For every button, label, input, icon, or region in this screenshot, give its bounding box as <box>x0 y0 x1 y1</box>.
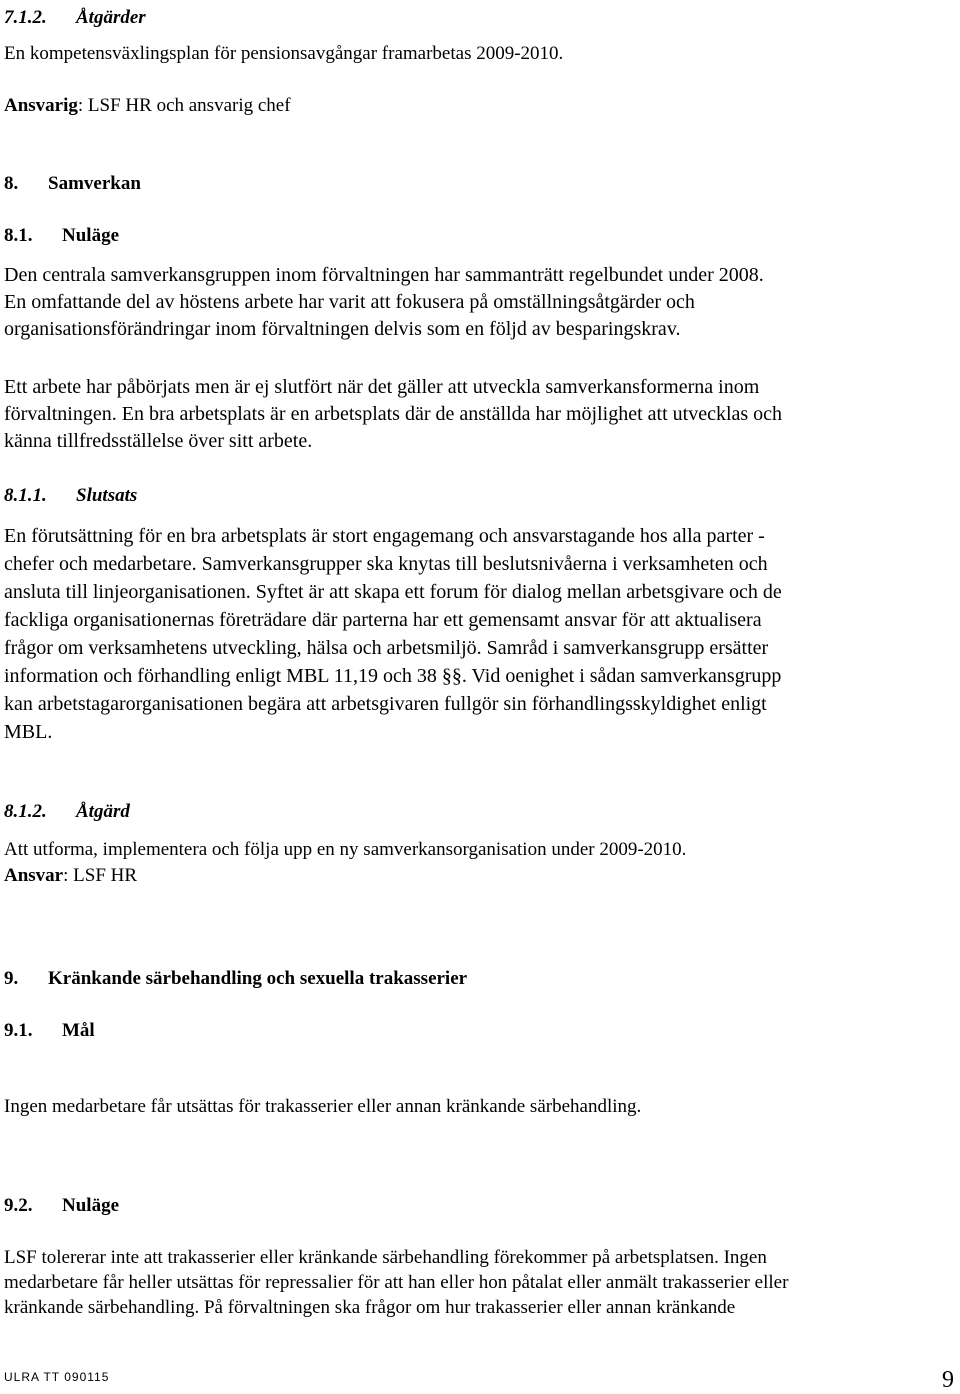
text-line: förvaltningen. En bra arbetsplats är en arbetsplats där de anställda har möjlighet att utvecklas och <box>4 403 783 425</box>
responsible-line-8-1-2 <box>4 864 137 888</box>
text-line: chefer och medarbetare. Samverkansgrupper ska knytas till beslutsnivåerna i verksamheten och <box>4 553 768 575</box>
heading-number: 8.1. <box>4 225 33 246</box>
heading-9-2 <box>4 1194 119 1218</box>
responsible-label: Ansvar <box>4 865 64 886</box>
heading-title: Kränkande särbehandling och sexuella trakasserier <box>48 968 468 989</box>
heading-title: Åtgärder <box>76 7 146 28</box>
responsible-value: : LSF HR och ansvarig chef <box>77 95 291 116</box>
heading-8-1-2 <box>4 800 130 824</box>
heading-number: 7.1.2. <box>4 7 47 28</box>
text-line: känna tillfredsställelse över sitt arbete. <box>4 430 313 452</box>
paragraph-7-1-2: En kompetensväxlingsplan för pensionsavgångar framarbetas 2009-2010. <box>4 43 564 64</box>
footer-document-id: ULRA TT 090115 <box>4 1370 110 1384</box>
heading-number: 8.1.2. <box>4 801 47 822</box>
text-line: ansluta till linjeorganisationen. Syftet är att skapa ett forum för dialog mellan arbetsgivare och de <box>4 581 782 603</box>
responsible-line-7-1-2 <box>4 94 291 118</box>
paragraph-8-1-a <box>4 262 764 343</box>
paragraph-8-1-b <box>4 374 782 455</box>
heading-8-1-1 <box>4 484 137 508</box>
text-line: fackliga organisationernas företrädare där parterna har ett gemensamt ansvar för att aktualisera <box>4 609 762 631</box>
text-line: LSF tolererar inte att trakasserier eller kränkande särbehandling förekommer på arbetsplatsen. Ingen <box>4 1247 767 1268</box>
paragraph-9-1: Ingen medarbetare får utsättas för trakasserier eller annan kränkande särbehandling. <box>4 1096 642 1117</box>
paragraph-8-1-2: Att utforma, implementera och följa upp en ny samverkansorganisation under 2009-2010. <box>4 839 687 860</box>
heading-number: 8.1.1. <box>4 485 47 506</box>
text-line: organisationsförändringar inom förvaltningen delvis som en följd av besparingskrav. <box>4 318 681 340</box>
heading-number: 9.1. <box>4 1020 33 1041</box>
paragraph-9-2 <box>4 1245 788 1320</box>
responsible-value: : LSF HR <box>63 865 138 886</box>
heading-number: 9. <box>4 968 19 989</box>
text-line: kränkande särbehandling. På förvaltningen ska frågor om hur trakasserier eller annan kränkande <box>4 1297 736 1318</box>
heading-8-1 <box>4 224 119 248</box>
heading-7-1-2 <box>4 6 146 30</box>
text-line: medarbetare får heller utsättas för repressalier för att han eller hon påtalat eller anmält trakasserier eller <box>4 1272 789 1293</box>
heading-title: Samverkan <box>48 173 141 194</box>
text-line: kan arbetstagarorganisationen begära att arbetsgivaren fullgör sin förhandlingsskyldighet enligt <box>4 693 767 715</box>
text-line: En förutsättning för en bra arbetsplats är stort engagemang och ansvarstagande hos alla parter - <box>4 525 765 547</box>
page-number: 9 <box>942 1367 954 1393</box>
text-line: Ett arbete har påbörjats men är ej slutfört när det gäller att utveckla samverkansformerna inom <box>4 376 760 398</box>
heading-number: 9.2. <box>4 1195 33 1216</box>
heading-title: Åtgärd <box>76 801 130 822</box>
heading-9 <box>4 967 467 991</box>
text-line: frågor om verksamhetens utveckling, hälsa och arbetsmiljö. Samråd i samverkansgrupp ersätter <box>4 637 769 659</box>
heading-title: Mål <box>62 1020 95 1041</box>
text-line: Den centrala samverkansgruppen inom förvaltningen har sammanträtt regelbundet under 2008. <box>4 264 764 286</box>
text-line: En omfattande del av höstens arbete har varit att fokusera på omställningsåtgärder och <box>4 291 695 313</box>
heading-title: Slutsats <box>76 485 138 506</box>
heading-8 <box>4 172 141 196</box>
responsible-label: Ansvarig <box>4 95 78 116</box>
heading-title: Nuläge <box>62 225 119 246</box>
heading-number: 8. <box>4 173 19 194</box>
text-line: information och förhandling enligt MBL 11,19 och 38 §§. Vid oenighet i sådan samverkansgrupp <box>4 665 782 687</box>
text-line: MBL. <box>4 721 53 743</box>
paragraph-8-1-1 <box>4 522 782 746</box>
heading-title: Nuläge <box>62 1195 119 1216</box>
heading-9-1 <box>4 1019 95 1043</box>
